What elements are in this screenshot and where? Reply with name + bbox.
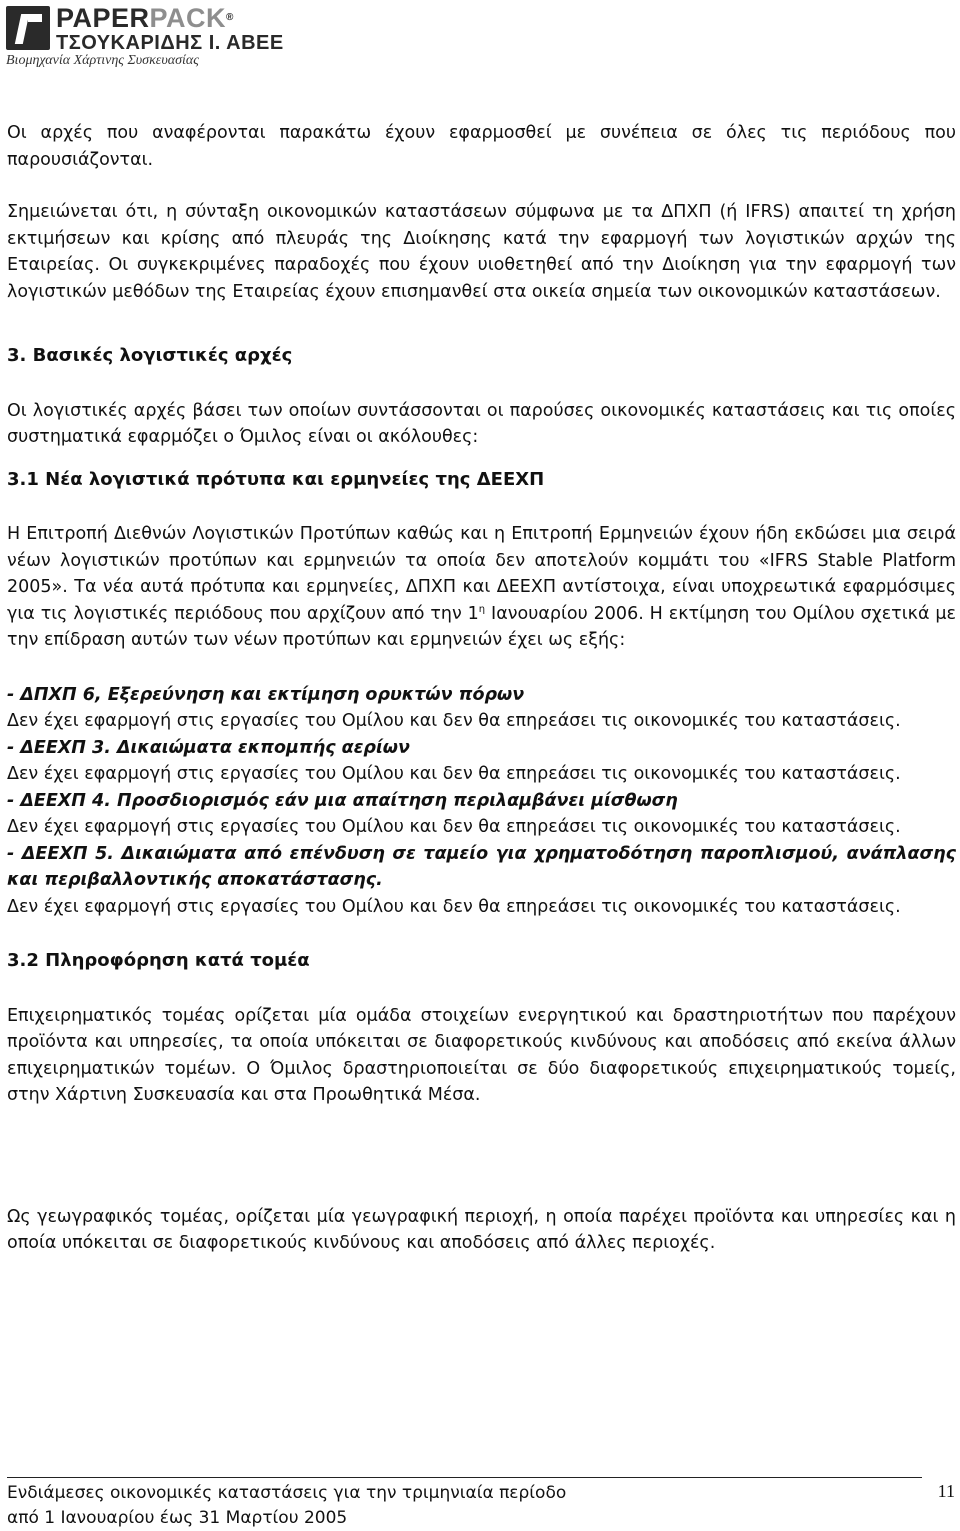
- paragraph-new-standards: Η Επιτροπή Διεθνών Λογιστικών Προτύπων καθώς και η Επιτροπή Ερμηνειών έχουν ήδη εκδώσει μια σειρά νέων λογιστικών προτύπων και ερμηνειών τα οποία δεν αποτελούν κομμάτι του «IFRS Stable Platform 2005». Τα νέα αυτά πρότυπα και ερμηνείες, ΔΠΧΠ και ΔΕΕΧΠ αντίστοιχα, είναι υποχρεωτικά εφαρμόσιμες για τις λογιστικές περιόδους που αρχίζουν από την $1^\eta$ Ιανουαρίου 2006. Η εκτίμηση του Ομίλου σχετικά με την επίδραση αυτών των νέων προτύπων και ερμηνειών έχει ως εξής:: [7, 524, 956, 650]
- standard-title: - ΔΕΕΧΠ 5. Δικαιώματα από επένδυση σε ταμείο για χρηματοδότηση παροπλισμού, ανάπλασης και περιβαλλοντικής αποκατάστασης.: [7, 843, 956, 890]
- paragraph-accounting-principles: Οι λογιστικές αρχές βάσει των οποίων συντάσσονται οι παρούσες οικονομικές καταστάσεις και τις οποίες συστηματικά εφαρμόζει ο Όμιλος είναι οι ακόλουθες:: [7, 400, 956, 447]
- footer-line-2: από 1 Ιανουαρίου έως 31 Μαρτίου 2005: [7, 1508, 348, 1528]
- standard-title: - ΔΕΕΧΠ 3. Δικαιώματα εκπομπής αερίων: [7, 737, 410, 758]
- page-number: 11: [937, 1481, 955, 1501]
- standard-note: Δεν έχει εφαρμογή στις εργασίες του Ομίλου και δεν θα επηρεάσει τις οικονομικές του καταστάσεις.: [7, 896, 901, 917]
- standard-title: - ΔΠΧΠ 6, Εξερεύνηση και εκτίμηση ορυκτών πόρων: [7, 684, 525, 705]
- paperpack-logo-icon: [6, 6, 50, 50]
- company-name: ΤΣΟΥΚΑΡΙΔΗΣ Ι. ΑΒΕΕ: [56, 32, 284, 54]
- paragraph-geographic-segment: Ως γεωγραφικός τομέας, ορίζεται μία γεωγραφική περιοχή, η οποία παρέχει προϊόντα και υπηρεσίες και η οποία υπόκειται σε διαφορετικούς κινδύνους και αποδόσεις από άλλες περιοχές.: [7, 1206, 956, 1253]
- paragraph-principles: Οι αρχές που αναφέρονται παρακάτω έχουν εφαρμοσθεί με συνέπεια σε όλες τις περιόδους που παρουσιάζονται.: [7, 123, 956, 170]
- paragraph-estimates: Σημειώνεται ότι, η σύνταξη οικονομικών καταστάσεων σύμφωνα με τα ΔΠΧΠ (ή IFRS) απαιτεί τη χρήση εκτιμήσεων και κρίσης από πλευράς της Διοίκησης κατά την εφαρμογή των λογιστικών αρχών της Εταιρείας. Οι συγκεκριμένες παραδοχές που έχουν υιοθετηθεί από την Διοίκηση για την εφαρμογή των λογιστικών μεθόδων της Εταιρείας έχουν επισημανθεί στα οικεία σημεία των οικονομικών καταστάσεων.: [7, 202, 956, 302]
- standard-note: Δεν έχει εφαρμογή στις εργασίες του Ομίλου και δεν θα επηρεάσει τις οικονομικές του καταστάσεις.: [7, 764, 901, 784]
- company-tagline: Βιομηχανία Χάρτινης Συσκευασίας: [6, 53, 199, 68]
- paragraph-business-segment: Επιχειρηματικός τομέας ορίζεται μία ομάδα στοιχείων ενεργητικού και δραστηριοτήτων που παρέχουν προϊόντα και υπηρεσίες, τα οποία υπόκειται σε διαφορετικούς κινδύνους και αποδόσεις από εκείνα άλλων επιχειρηματικών τομέων. Ο Όμιλος δραστηριοποιείται σε δύο διαφορετικούς επιχειρηματικούς τομείς, στην Χάρτινη Συσκευασία και στα Προωθητικά Μέσα.: [7, 1005, 956, 1105]
- document-body: [7, 120, 956, 1257]
- section-heading-3: 3. Βασικές λογιστικές αρχές: [7, 345, 293, 366]
- footer-divider: [7, 1477, 922, 1478]
- standard-note: Δεν έχει εφαρμογή στις εργασίες του Ομίλου και δεν θα επηρεάσει τις οικονομικές του καταστάσεις.: [7, 817, 901, 837]
- section-heading-3-2: 3.2 Πληροφόρηση κατά τομέα: [7, 950, 310, 971]
- section-heading-3-1: 3.1 Νέα λογιστικά πρότυπα και ερμηνείες της ΔΕΕΧΠ: [7, 468, 545, 490]
- brand-name: PAPERPACK®: [56, 3, 234, 33]
- company-logo: [6, 3, 284, 68]
- standard-title: - ΔΕΕΧΠ 4. Προσδιορισμός εάν μια απαίτηση περιλαμβάνει μίσθωση: [7, 790, 678, 811]
- footer-line-1: Ενδιάμεσες οικονομικές καταστάσεις για την τριμηνιαία περίοδο: [7, 1483, 567, 1503]
- standard-note: Δεν έχει εφαρμογή στις εργασίες του Ομίλου και δεν θα επηρεάσει τις οικονομικές του καταστάσεις.: [7, 711, 901, 731]
- footer-text: [7, 1481, 566, 1531]
- standards-list: [7, 682, 956, 921]
